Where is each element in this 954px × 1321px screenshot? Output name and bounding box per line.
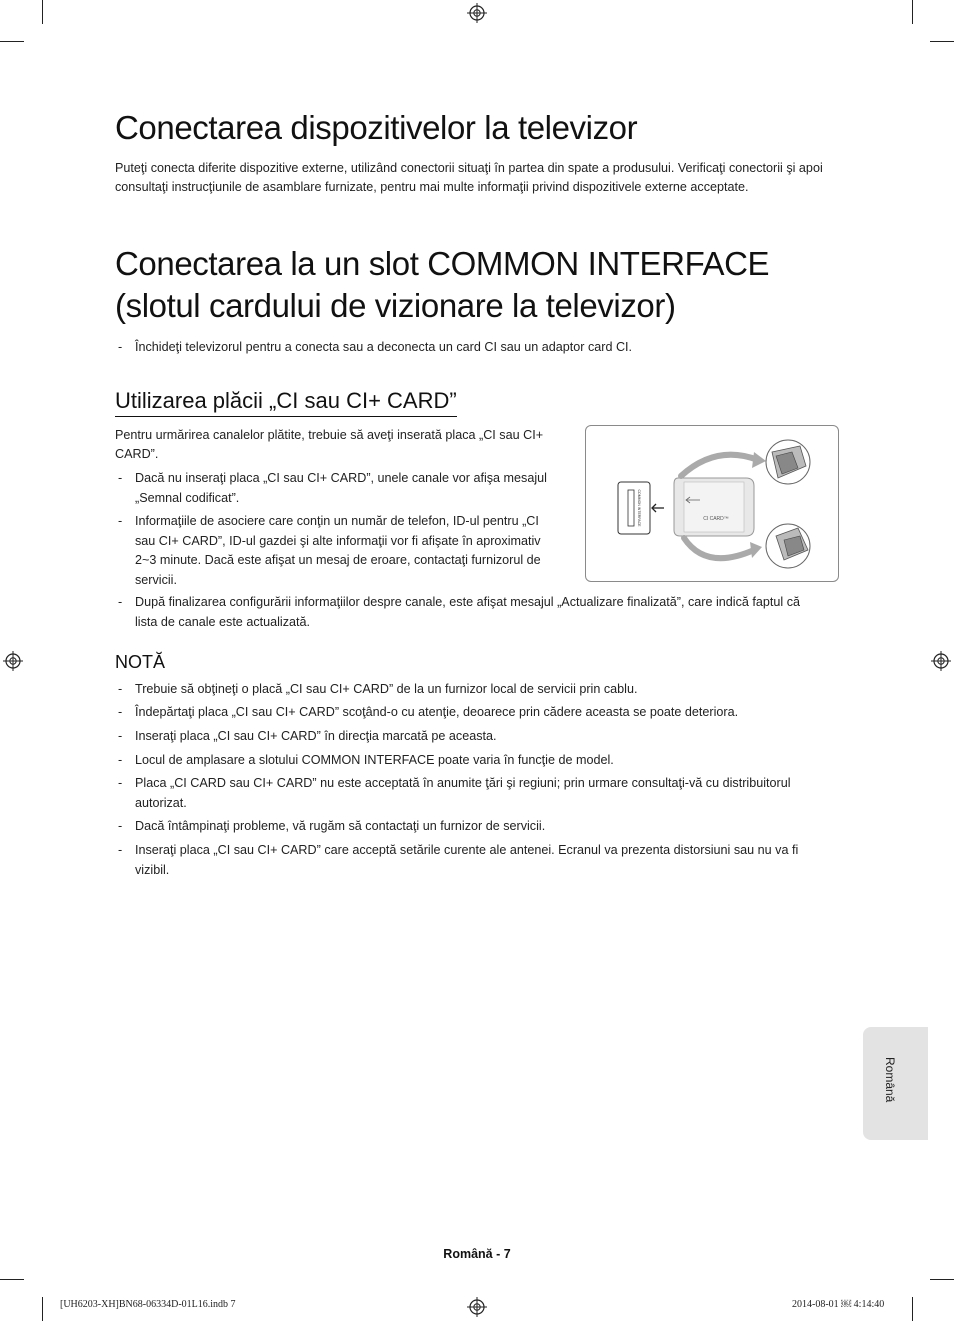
note-heading: NOTĂ (115, 652, 166, 672)
list-item-text: Dacă nu inseraţi placa „CI sau CI+ CARD”, unele canale vor afişa mesajul (135, 471, 547, 485)
registration-mark-icon (467, 1297, 487, 1317)
note-item (115, 841, 845, 880)
note-item-text: autorizat. (135, 795, 187, 810)
note-item (115, 817, 845, 837)
slot-label: COMMON INTERFACE (637, 489, 641, 527)
intro-line: Puteţi conecta diferite dispozitive externe, utilizând conectorii situaţi în partea din spate a produsului. Verificaţi conectorii şi apoi (115, 161, 823, 175)
crop-mark (930, 1279, 954, 1280)
list-item-text: Informaţiile de asociere care conţin un număr de telefon, ID-ul pentru „CI (135, 514, 539, 528)
registration-mark-icon (931, 651, 951, 671)
dash-bullet: - (118, 340, 123, 354)
page-number: Română - 7 (443, 1247, 511, 1261)
language-tab-label: Română (883, 1057, 897, 1103)
dash-bullet: - (118, 843, 123, 857)
ci-card-illustration (585, 425, 839, 582)
section-title-ci: (slotul cardului de vizionare la televizor) (115, 287, 676, 324)
note-item-text: Inseraţi placa „CI sau CI+ CARD” care acceptă setările curente ale antenei. Ecranul va prezenta distorsiuni sau nu va fi (135, 843, 799, 857)
usage-intro-line: CARD”. (115, 447, 159, 461)
section-title-ci: Conectarea la un slot COMMON INTERFACE (115, 245, 770, 282)
list-item-text: servicii. (135, 572, 177, 587)
intro-line: consultaţi instrucţiunile de asamblare furnizate, pentru mai multe informaţii privind dispozitivele externe acceptate. (115, 180, 749, 194)
dash-bullet: - (118, 729, 123, 743)
crop-mark (912, 0, 913, 24)
card-label: CI CARD™ (703, 516, 729, 522)
note-item (115, 774, 845, 813)
list-item-text: sau CI+ CARD”, ID-ul gazdei şi alte informaţii vor fi afişate în aproximativ (135, 533, 541, 548)
print-slug-date: 2014-08-01 ￼ 4:14:40 (792, 1299, 885, 1310)
list-item-text: Închideţi televizorul pentru a conecta sau a deconecta un card CI sau un adaptor card CI. (135, 340, 633, 354)
list-item (115, 512, 575, 590)
list-item-text: 2~3 minute. Dacă este afişat un mesaj de eroare, contactaţi furnizorul de (135, 553, 541, 567)
note-item-text: Placa „CI CARD sau CI+ CARD” nu este acceptată în anumite ţări şi regiuni; prin urmare consultaţi-vă cu distribuitorul (135, 776, 791, 790)
list-item-text: „Semnal codificat”. (135, 490, 240, 505)
registration-mark-icon (467, 3, 487, 23)
language-tab (863, 1027, 928, 1140)
page-title: Conectarea dispozitivelor la televizor (115, 109, 638, 146)
note-item-text: vizibil. (135, 862, 170, 877)
note-item-text: Dacă întâmpinaţi probleme, vă rugăm să contactaţi un furnizor de servicii. (135, 819, 546, 833)
usage-intro-line: Pentru urmărirea canalelor plătite, trebuie să aveţi inserată placa „CI sau CI+ (115, 428, 544, 442)
note-item-text: Trebuie să obţineţi o placă „CI sau CI+ CARD” de la un furnizor local de servicii prin cablu. (135, 682, 638, 696)
crop-mark (912, 1297, 913, 1321)
note-item (115, 727, 845, 747)
list-item (115, 469, 575, 508)
dash-bullet: - (118, 595, 123, 609)
list-item (115, 593, 845, 632)
note-item (115, 680, 845, 700)
dash-bullet: - (118, 753, 123, 767)
note-item (115, 751, 845, 771)
crop-mark (42, 0, 43, 24)
list-item-text: lista de canale este actualizată. (135, 614, 311, 629)
crop-mark (0, 41, 24, 42)
print-slug-file: [UH6203-XH]BN68-06334D-01L16.indb 7 (60, 1299, 236, 1310)
note-item-text: Îndepărtaţi placa „CI sau CI+ CARD” scoţând-o cu atenţie, deoarece prin cădere aceasta se poate deteriora. (135, 705, 739, 719)
dash-bullet: - (118, 682, 123, 696)
dash-bullet: - (118, 471, 123, 485)
list-item (115, 338, 875, 358)
dash-bullet: - (118, 776, 123, 790)
crop-mark (930, 41, 954, 42)
crop-mark (42, 1297, 43, 1321)
note-item-text: Locul de amplasare a slotului COMMON INTERFACE poate varia în funcţie de model. (135, 753, 614, 767)
dash-bullet: - (118, 819, 123, 833)
ci-card-insertion-diagram-icon (586, 426, 840, 583)
registration-mark-icon (3, 651, 23, 671)
note-item (115, 703, 845, 723)
dash-bullet: - (118, 514, 123, 528)
list-item-text: După finalizarea configurării informaţiilor despre canale, este afişat mesajul „Actualizare finalizată”, care indică faptul că (135, 595, 800, 609)
note-item-text: Inseraţi placa „CI sau CI+ CARD” în direcţia marcată pe aceasta. (135, 729, 497, 743)
subsection-title: Utilizarea plăcii „CI sau CI+ CARD” (115, 386, 457, 417)
crop-mark (0, 1279, 24, 1280)
dash-bullet: - (118, 705, 123, 719)
